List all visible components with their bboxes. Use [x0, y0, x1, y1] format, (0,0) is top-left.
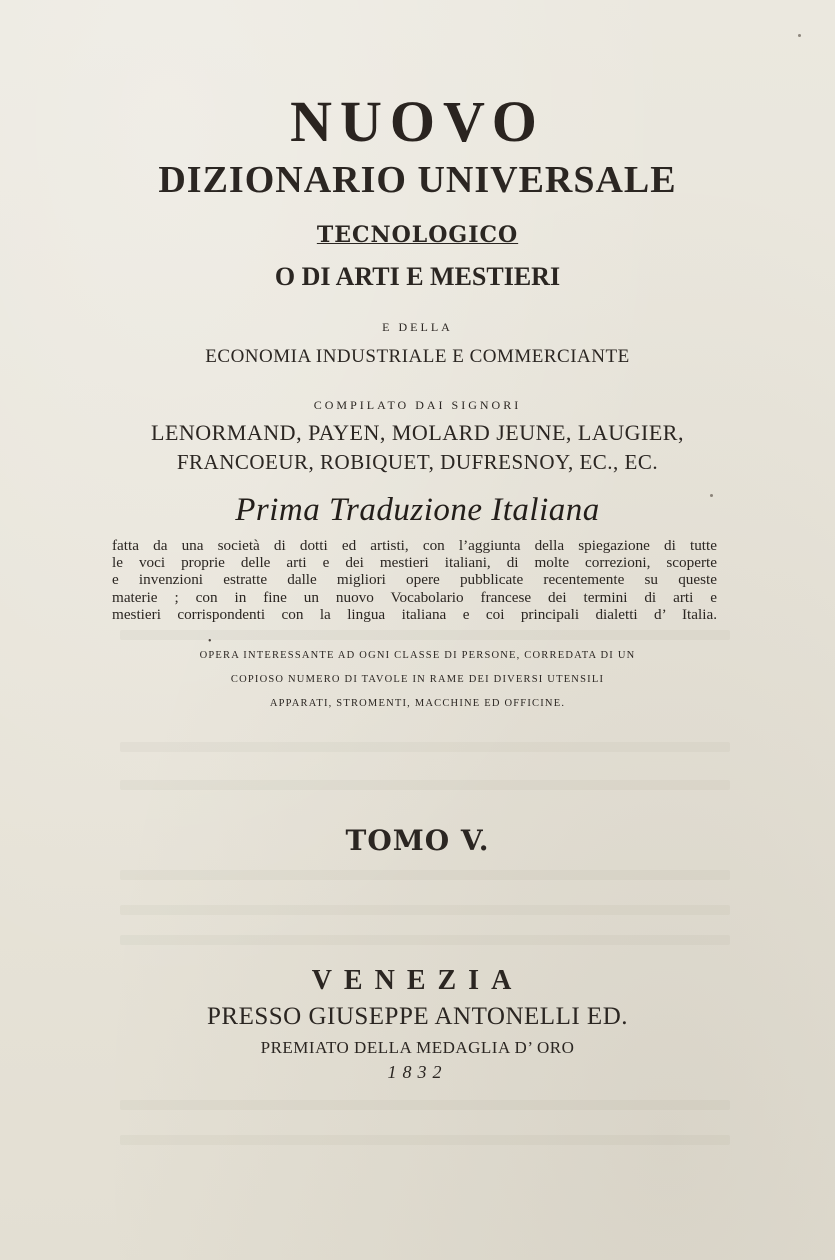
bleed-through-line	[120, 870, 730, 880]
compilers-line-1: LENORMAND, PAYEN, MOLARD JEUNE, LAUGIER,	[151, 420, 684, 445]
description-line: fatta da una società di dotti ed artisti, con l’aggiunta della spiegazione di tutte	[112, 537, 717, 554]
main-title: NUOVO	[290, 89, 545, 154]
description-line: e invenzioni estratte dalle migliori opere pubblicate recentemente su queste	[112, 571, 717, 589]
title-line-dizionario: DIZIONARIO UNIVERSALE	[158, 159, 677, 201]
bleed-through-line	[120, 1135, 730, 1145]
opera-line-2: COPIOSO NUMERO DI TAVOLE IN RAME DEI DIVERSI UTENSILI	[230, 674, 605, 685]
description-line: mestieri corrispondenti con la lingua italiana e coi principali dialetti d’ Italia.	[112, 605, 717, 623]
opera-line-1: OPERA INTERESSANTE AD OGNI CLASSE DI PERSONE, CORREDATA DI UN	[199, 650, 636, 661]
compilers-line-2: FRANCOEUR, ROBIQUET, DUFRESNOY, EC., EC.	[176, 450, 659, 474]
description-paragraph	[112, 537, 717, 623]
description-line: le voci proprie delle arti e dei mestieri italiani, di molte correzioni, scoperte	[112, 554, 717, 572]
ink-dot: •	[208, 636, 212, 647]
compilers-intro: COMPILATO DAI SIGNORI	[313, 398, 522, 412]
volume-number: TOMO V.	[345, 824, 490, 857]
bleed-through-line	[120, 742, 730, 752]
bleed-through-line	[120, 935, 730, 945]
description-line: materie ; con in fine un nuovo Vocabolario francese dei termini di arti e	[112, 588, 717, 606]
imprint-award: PREMIATO DELLA MEDAGLIA D’ ORO	[260, 1038, 575, 1057]
bleed-through-line	[120, 905, 730, 915]
imprint-publisher: PRESSO GIUSEPPE ANTONELLI ED.	[206, 1003, 629, 1030]
opera-line-3: APPARATI, STROMENTI, MACCHINE ED OFFICINE.	[269, 698, 566, 709]
paper-speck	[798, 34, 801, 37]
title-line-arti-mestieri: O DI ARTI E MESTIERI	[274, 262, 561, 291]
title-line-tecnologico: TECNOLOGICO	[316, 222, 519, 248]
imprint-city: VENEZIA	[311, 965, 524, 996]
edition-heading: Prima Traduzione Italiana	[235, 492, 600, 528]
bleed-through-line	[120, 1100, 730, 1110]
subtitle-connector: E DELLA	[382, 320, 453, 334]
imprint-year: 1832	[387, 1062, 448, 1082]
bleed-through-line	[120, 780, 730, 790]
subtitle-economia: ECONOMIA INDUSTRIALE E COMMERCIANTE	[205, 346, 630, 367]
